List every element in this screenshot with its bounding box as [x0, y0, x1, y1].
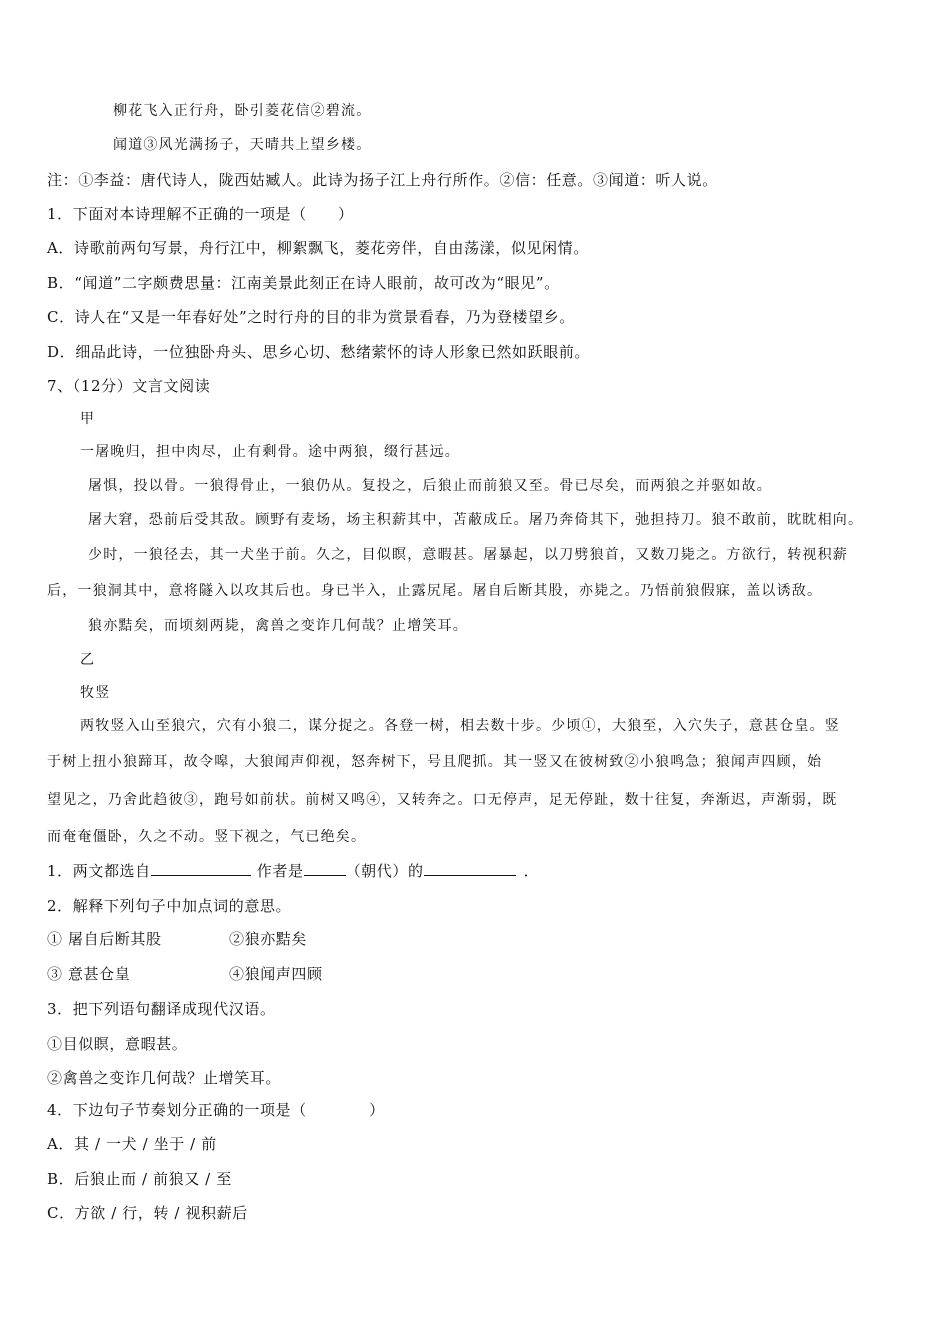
question-7-header: 7、（12分）文言文阅读	[47, 377, 211, 395]
option-b: B．“闻道”二字颇费思量：江南美景此刻正在诗人眼前，故可改为“眼见”。	[47, 274, 560, 292]
option-d: D．细品此诗，一位独卧舟头、思乡心切、愁绪萦怀的诗人形象已然如跃眼前。	[47, 343, 591, 361]
sub3-item: ①目似瞑，意暇甚。	[47, 1035, 188, 1053]
passage-jia-paragraph: 后，一狼洞其中，意将隧入以攻其后也。身已半入，止露尻尾。屠自后断其股，亦毙之。乃悟前狼假寐，盖以诱敌。	[47, 583, 823, 599]
sub2-item: ③ 意甚仓皇	[47, 965, 131, 983]
sub2-item: ① 屠自后断其股	[47, 930, 162, 948]
sub-question-2-stem: 2．解释下列句子中加点词的意思。	[47, 897, 292, 915]
option-c: C．诗人在“又是一年春好处”之时行舟的目的非为赏景看春，乃为登楼望乡。	[47, 308, 575, 326]
sub-question-3-stem: 3．把下列语句翻译成现代汉语。	[47, 1000, 276, 1018]
sub2-item: ②狼亦黠矣	[229, 930, 308, 948]
answer-blank-author[interactable]	[424, 861, 516, 876]
poem-line-1: 柳花飞入正行舟，卧引菱花信②碧流。	[113, 103, 372, 119]
question-stem: 1．下面对本诗理解不正确的一项是（ ）	[47, 205, 354, 223]
passage-yi-paragraph: 于树上扭小狼蹄耳，故令嗥，大狼闻声仰视，怒奔树下，号且爬抓。其一竖又在彼树致②小狼鸣急；狼闻声四顾，始	[47, 754, 823, 770]
passage-yi-paragraph: 而奄奄僵卧，久之不动。竖下视之，气已绝矣。	[47, 829, 367, 845]
sub1-text-b: 作者是	[256, 862, 304, 880]
passage-jia-paragraph: 少时，一狼径去，其一犬坐于前。久之，目似瞑，意暇甚。屠暴起，以刀劈狼首，又数刀毙之。方欲行，转视积薪	[88, 547, 848, 563]
answer-blank-dynasty[interactable]	[304, 861, 346, 876]
sub4-option-a: A．其 / 一犬 / 坐于 / 前	[47, 1135, 217, 1153]
sub2-item: ④狼闻声四顾	[229, 965, 323, 983]
passage-jia-paragraph: 屠大窘，恐前后受其敌。顾野有麦场，场主积薪其中，苫蔽成丘。屠乃奔倚其下，弛担持刀。狼不敢前，眈眈相向。	[88, 512, 864, 528]
passage-jia-paragraph: 一屠晚归，担中肉尽，止有剩骨。途中两狼，缀行甚远。	[80, 444, 460, 460]
answer-blank-source[interactable]	[151, 861, 251, 876]
sub-question-1	[47, 861, 539, 881]
passage-yi-title: 牧竖	[80, 685, 111, 701]
passage-jia-label: 甲	[80, 411, 96, 427]
poem-line-2: 闻道③风光满扬子，天晴共上望乡楼。	[113, 137, 372, 153]
passage-jia-paragraph: 狼亦黠矣，而顷刻两毙，禽兽之变诈几何哉？止增笑耳。	[88, 618, 468, 634]
passage-jia-paragraph: 屠惧，投以骨。一狼得骨止，一狼仍从。复投之，后狼止而前狼又至。骨已尽矣，而两狼之并驱如故。	[88, 478, 772, 494]
sub4-option-c: C．方欲 / 行，转 / 视积薪后	[47, 1204, 248, 1222]
sub3-item: ②禽兽之变诈几何哉？止增笑耳。	[47, 1069, 282, 1087]
sub4-option-b: B．后狼止而 / 前狼又 / 至	[47, 1170, 232, 1188]
passage-yi-paragraph: 望见之，乃舍此趋彼③，跑号如前状。前树又鸣④，又转奔之。口无停声，足无停趾，数十往复，奔渐迟，声渐弱，既	[47, 792, 838, 808]
sub1-text-c: （朝代）的	[345, 862, 424, 880]
sub1-text-a: 1．两文都选自	[47, 862, 151, 880]
poem-note: 注：①李益：唐代诗人，陇西姑臧人。此诗为扬子江上舟行所作。②信：任意。③闻道：听人说。	[47, 171, 718, 189]
sub1-text-d: ．	[523, 862, 540, 880]
sub-question-4-stem: 4．下边句子节奏划分正确的一项是（ ）	[47, 1101, 385, 1119]
passage-yi-paragraph: 两牧竖入山至狼穴，穴有小狼二，谋分捉之。各登一树，相去数十步。少顷①，大狼至，入穴失子，意甚仓皇。竖	[80, 718, 840, 734]
passage-yi-label: 乙	[80, 652, 96, 668]
option-a: A．诗歌前两句写景，舟行江中，柳絮飘飞，菱花旁伴，自由荡漾，似见闲情。	[47, 239, 589, 257]
